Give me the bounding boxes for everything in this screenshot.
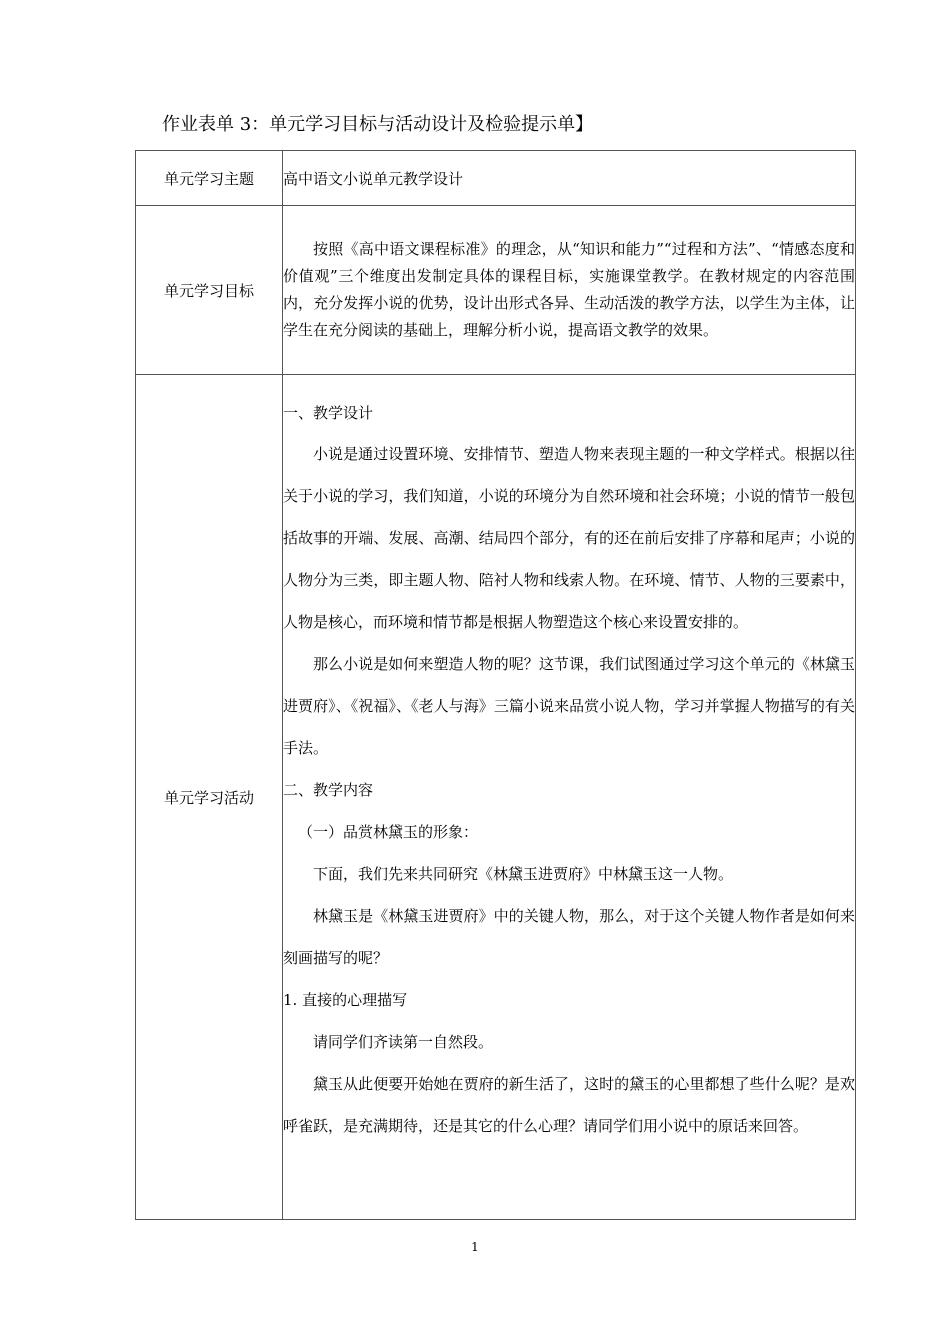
activity-paragraph-6: 黛玉从此便要开始她在贾府的新生活了，这时的黛玉的心里都想了些什么呢？是欢呼雀跃，是充满期待，还是其它的什么心理？请同学们用小说中的原话来回答。 — [283, 1075, 855, 1135]
activity-content — [283, 375, 855, 1147]
page-number: 1 — [471, 1240, 479, 1254]
section2-heading: 二、教学内容 — [283, 781, 374, 799]
activity-paragraph-5: 请同学们齐读第一自然段。 — [313, 1033, 494, 1051]
table-row-theme — [136, 151, 856, 206]
goal-cell — [283, 206, 856, 375]
activity-label: 单元学习活动 — [136, 375, 283, 1220]
goal-label: 单元学习目标 — [136, 206, 283, 375]
theme-label: 单元学习主题 — [136, 151, 283, 206]
table-row-activity — [136, 375, 856, 1220]
activity-paragraph-3: 下面，我们先来共同研究《林黛玉进贾府》中林黛玉这一人物。 — [313, 865, 734, 883]
activity-cell — [283, 375, 856, 1220]
section1-heading: 一、教学设计 — [283, 404, 374, 422]
subsection-heading: （一）品赏林黛玉的形象： — [298, 823, 479, 841]
worksheet-table — [135, 150, 856, 1220]
theme-value: 高中语文小说单元教学设计 — [283, 151, 856, 206]
worksheet-title: 作业表单 3：单元学习目标与活动设计及检验提示单】 — [162, 114, 594, 135]
goal-text: 按照《高中语文课程标准》的理念，从“知识和能力”“过程和方法”、“情感态度和价值观”三个维度出发制定具体的课程目标，实施课堂教学。在教材规定的内容范围内，充分发挥小说的优势，设计出形式各异、生动活泼的教学方法，以学生为主体，让学生在充分阅读的基础上，理解分析小说，提高语文教学的效果。 — [283, 240, 855, 339]
activity-paragraph-1: 小说是通过设置环境、安排情节、塑造人物来表现主题的一种文学样式。根据以往关于小说的学习，我们知道，小说的环境分为自然环境和社会环境；小说的情节一般包括故事的开端、发展、高潮、结局四个部分，有的还在前后安排了序幕和尾声；小说的人物分为三类，即主题人物、陪衬人物和线索人物。在环境、情节、人物的三要素中，人物是核心，而环境和情节都是根据人物塑造这个核心来设置安排的。 — [283, 445, 855, 631]
table-row-goal — [136, 206, 856, 375]
activity-paragraph-4: 林黛玉是《林黛玉进贾府》中的关键人物，那么，对于这个关键人物作者是如何来刻画描写的呢？ — [283, 907, 855, 967]
item1-heading: 1. 直接的心理描写 — [283, 991, 408, 1009]
activity-paragraph-2: 那么小说是如何来塑造人物的呢？这节课，我们试图通过学习这个单元的《林黛玉进贾府》、《祝福》、《老人与海》三篇小说来品赏小说人物，学习并掌握人物描写的有关手法。 — [283, 655, 855, 757]
